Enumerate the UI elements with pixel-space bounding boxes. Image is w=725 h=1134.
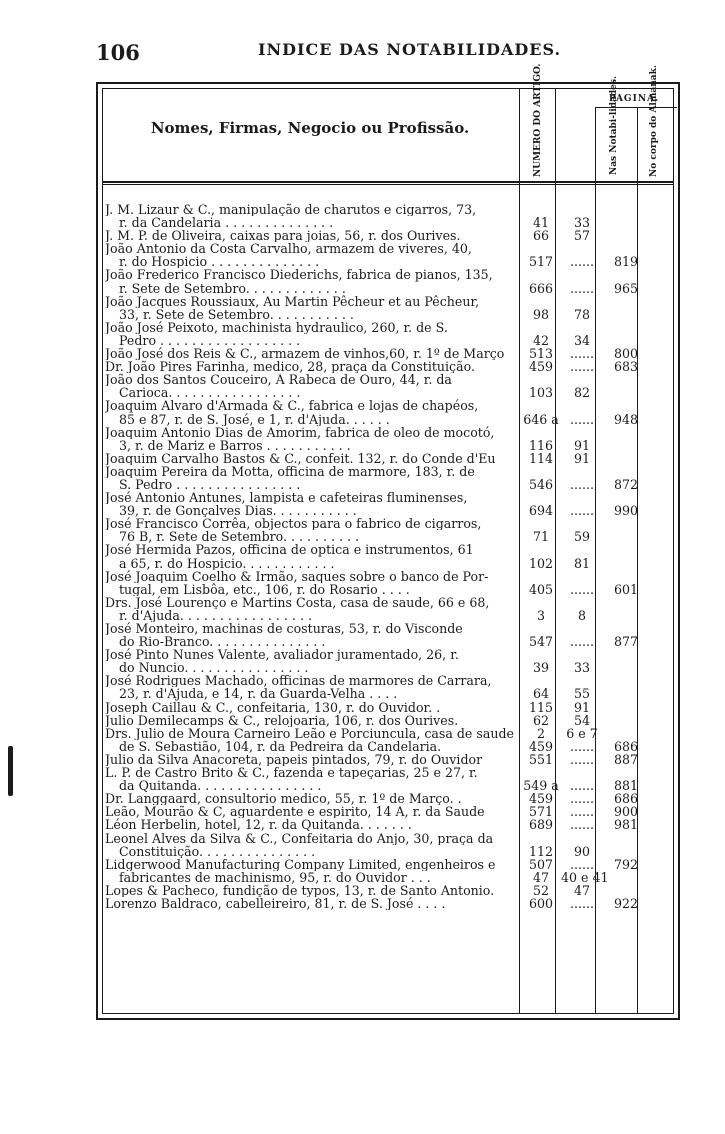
- table-row: [103, 426, 679, 452]
- entry-line: José Rodrigues Machado, officinas de marmores de Carrara,: [105, 674, 492, 688]
- article-number: 547: [528, 634, 554, 650]
- entry-line: 33, r. Sete de Setembro. . . . . . . . . . .: [119, 307, 354, 321]
- entry-line: tugal, em Lisbôa, etc., 106, r. do Rosario . . . .: [119, 582, 410, 596]
- page-notabilidades: 59: [573, 529, 591, 545]
- column-title-pagina: PAGINA.: [608, 94, 660, 104]
- page-corpo: 990: [613, 503, 639, 519]
- table-header: [103, 63, 673, 183]
- page-notabilidades: ......: [569, 503, 595, 519]
- pagina-rule: [595, 107, 677, 108]
- table-row: [103, 858, 679, 884]
- column-title-nas-notabilidades: Nas Notabi-lidades.: [609, 75, 619, 175]
- entry-line: 23, r. d'Ajuda, e 14, r. da Guarda-Velha . . . .: [119, 687, 398, 701]
- article-number: 546: [528, 476, 554, 492]
- entry-list: [103, 203, 673, 910]
- article-number: 102: [528, 555, 554, 571]
- table-row: [103, 360, 679, 373]
- entry-text: [103, 242, 515, 268]
- entry-text: [103, 727, 515, 753]
- entry-text: [103, 832, 515, 858]
- entry-line: r. d'Ajuda. . . . . . . . . . . . . . . . .: [119, 608, 312, 622]
- entry-line: Joaquim Carvalho Bastos & C., confeit. 132, r. do Conde d'Eu: [105, 451, 496, 465]
- entry-line: 76 B, r. Sete de Setembro. . . . . . . . . .: [119, 530, 360, 544]
- entry-text: [103, 347, 515, 360]
- entry-line: Léon Herbelin, hotel, 12, r. da Quitanda. . . . . . .: [105, 818, 412, 832]
- article-number: 62: [532, 712, 550, 728]
- table-row: [103, 229, 679, 242]
- entry-text: [103, 648, 515, 674]
- article-number: 103: [528, 385, 554, 401]
- entry-line: Lopes & Pacheco, fundição de typos, 13, r. de Santo Antonio.: [105, 883, 495, 897]
- page-notabilidades: 47: [573, 882, 591, 898]
- entry-text: [103, 701, 515, 714]
- page-corpo: 683: [613, 359, 639, 375]
- article-number: 551: [528, 751, 554, 767]
- table-row: [103, 674, 679, 700]
- entry-line: João dos Santos Couceiro, Á Rabeca de Ouro, 44, r. da: [105, 373, 452, 387]
- page-corpo: 686: [613, 791, 639, 807]
- page-corpo: [607, 295, 645, 321]
- entry-text: [103, 295, 515, 321]
- article-number: 2 459: [528, 725, 554, 754]
- page-corpo: [607, 203, 645, 229]
- entry-text: [103, 884, 515, 897]
- page-notabilidades: ......: [569, 895, 595, 911]
- article-number: 3: [536, 607, 545, 623]
- entry-text: [103, 792, 515, 805]
- page-corpo: 881: [613, 778, 639, 794]
- entry-text: [103, 491, 515, 517]
- entry-line: Joaquim Pereira da Motta, officina de marmore, 183, r. de: [105, 464, 475, 478]
- page-notabilidades: 91: [573, 450, 591, 466]
- entry-line: Joseph Caillau & C., confeitaria, 130, r. do Ouvidor. .: [105, 700, 441, 714]
- page-corpo: [607, 884, 645, 897]
- article-number: 52: [532, 882, 550, 898]
- entry-text: [103, 399, 515, 425]
- page-corpo: [607, 674, 645, 700]
- entry-text: [103, 897, 515, 910]
- entry-line: José Monteiro, machinas de costuras, 53, r. do Visconde: [105, 622, 463, 636]
- entry-text: [103, 543, 515, 569]
- entry-line: fabricantes de machinismo, 95, r. do Ouvidor . . .: [119, 870, 431, 884]
- page-corpo: 877: [613, 634, 639, 650]
- entry-line: Lorenzo Baldraco, cabelleireiro, 81, r. de S. José . . . .: [105, 896, 446, 911]
- page-notabilidades: 90: [573, 843, 591, 859]
- page-corpo: 601: [613, 581, 639, 597]
- page-notabilidades: 82: [573, 385, 591, 401]
- page-notabilidades: ......: [569, 817, 595, 833]
- page-notabilidades: 33: [573, 215, 591, 231]
- entry-text: [103, 465, 515, 491]
- article-number: 459: [528, 791, 554, 807]
- entry-line: a 65, r. do Hospicio. . . . . . . . . . . .: [119, 556, 335, 570]
- entry-line: Carioca. . . . . . . . . . . . . . . . .: [119, 386, 301, 400]
- entry-line: Joaquim Antonio Dias de Amorim, fabrica de oleo de mocotó,: [105, 425, 495, 439]
- page-corpo: [607, 426, 645, 452]
- column-title-numero-artigo: NUMERO DO ARTIGO.: [533, 63, 543, 177]
- page-corpo: 922: [613, 895, 639, 911]
- table-row: [103, 727, 679, 753]
- margin-ink-mark: [8, 746, 13, 796]
- article-number: 114: [528, 450, 554, 466]
- entry-line: da Quitanda. . . . . . . . . . . . . . . .: [119, 779, 322, 793]
- entry-text: [103, 268, 515, 294]
- entry-line: Leão, Mourão & C, aguardente e espirito, 14 A, r. da Saude: [105, 805, 485, 819]
- entry-line: Julio Demilecamps & C., relojoaria, 106, r. dos Ourives.: [105, 713, 459, 727]
- entry-line: José Antonio Antunes, lampista e cafeteiras fluminenses,: [105, 491, 468, 505]
- page-notabilidades: ......: [569, 751, 595, 767]
- entry-text: [103, 858, 515, 884]
- table-row: [103, 465, 679, 491]
- running-title: INDICE DAS NOTABILIDADES.: [258, 40, 562, 59]
- page-corpo: 981: [613, 817, 639, 833]
- page-corpo: [607, 321, 645, 347]
- article-number: 689: [528, 817, 554, 833]
- table-row: [103, 491, 679, 517]
- entry-text: [103, 426, 515, 452]
- entry-text: [103, 753, 515, 766]
- entry-line: Constituição. . . . . . . . . . . . . . .: [119, 844, 316, 858]
- entry-line: Leonel Alves da Silva & C., Confeitaria do Anjo, 30, praça da: [105, 831, 494, 845]
- entry-line: 85 e 87, r. de S. José, e 1, r. d'Ajuda. . . . . .: [119, 412, 390, 426]
- table-row: [103, 399, 679, 425]
- page-notabilidades: ......: [569, 791, 595, 807]
- table-row: [103, 622, 679, 648]
- table-row: [103, 373, 679, 399]
- entry-line: r. da Candelaria . . . . . . . . . . . . . .: [119, 216, 334, 230]
- table-row: [103, 203, 679, 229]
- page-notabilidades: ......: [569, 359, 595, 375]
- page-notabilidades: 91: [573, 437, 591, 453]
- header-double-rule: [103, 184, 673, 185]
- article-number: 694: [528, 503, 554, 519]
- page-notabilidades: ......: [569, 778, 595, 794]
- entry-line: L. P. de Castro Brito & C., fazenda e tapeçarias, 25 e 27, r.: [105, 766, 478, 780]
- page-number: 106: [96, 40, 140, 65]
- table-row: [103, 543, 679, 569]
- page-corpo: 872: [613, 476, 639, 492]
- article-number: 112: [528, 843, 554, 859]
- page-notabilidades: ......: [569, 280, 595, 296]
- entry-line: Drs. José Lourenço e Martins Costa, casa de saude, 66 e 68,: [105, 595, 490, 609]
- page-notabilidades: ......: [569, 411, 595, 427]
- entry-line: Julio da Silva Anacoreta, papeis pintados, 79, r. do Ouvidor: [105, 752, 483, 767]
- page-corpo: 800: [613, 346, 639, 362]
- article-number: 571: [528, 804, 554, 820]
- page-notabilidades: 81: [573, 555, 591, 571]
- page-corpo: [607, 648, 645, 674]
- article-number: 405: [528, 581, 554, 597]
- page-corpo: 948: [613, 411, 639, 427]
- table-row: [103, 648, 679, 674]
- entry-line: S. Pedro . . . . . . . . . . . . . . . .: [119, 477, 301, 492]
- entry-line: Dr. Langgaard, consultorio medico, 55, r. 1º de Março. .: [105, 792, 462, 806]
- article-number: 66: [532, 228, 550, 244]
- entry-line: João José Peixoto, machinista hydraulico, 260, r. de S.: [105, 320, 448, 334]
- entry-line: José Hermida Pazos, officina de optica e instrumentos, 61: [105, 543, 474, 557]
- table-row: [103, 596, 679, 622]
- page-notabilidades: ......: [569, 634, 595, 650]
- table-row: [103, 884, 679, 897]
- column-title-no-corpo: No corpo do Almanak.: [649, 65, 659, 177]
- article-number: 459: [528, 359, 554, 375]
- entry-text: [103, 714, 515, 727]
- table-row: [103, 753, 679, 766]
- entry-text: [103, 373, 515, 399]
- article-number: 646 a: [523, 411, 559, 427]
- page-corpo: [607, 714, 645, 727]
- entry-line: Dr. João Pires Farinha, medico, 28, praça da Constituição.: [105, 360, 475, 374]
- page-notabilidades: ......: [569, 476, 595, 492]
- entry-text: [103, 452, 515, 465]
- entry-text: [103, 203, 515, 229]
- entry-line: Pedro . . . . . . . . . . . . . . . . . .: [119, 333, 301, 348]
- page-corpo: 686: [613, 738, 639, 754]
- page-notabilidades: 34: [573, 332, 591, 348]
- entry-line: João Antonio da Costa Carvalho, armazem de viveres, 40,: [105, 242, 472, 256]
- index-table: [96, 63, 680, 1020]
- entry-line: José Pinto Nunes Valente, avaliador juramentado, 26, r.: [105, 648, 459, 662]
- entry-text: [103, 596, 515, 622]
- entry-text: [103, 674, 515, 700]
- entry-text: [103, 622, 515, 648]
- article-number: 115: [528, 699, 554, 715]
- table-row: [103, 766, 679, 792]
- entry-line: 39, r. de Gonçalves Dias. . . . . . . . . . .: [119, 504, 357, 518]
- article-number: 39: [532, 660, 550, 676]
- page-notabilidades: 54: [573, 712, 591, 728]
- page-corpo: [607, 229, 645, 242]
- entry-text: [103, 570, 515, 596]
- page-corpo: [607, 832, 645, 858]
- entry-line: do Rio-Branco. . . . . . . . . . . . . . .: [119, 635, 326, 649]
- article-number: 666: [528, 280, 554, 296]
- page-corpo: 900: [613, 804, 639, 820]
- article-number: 549 a: [523, 778, 559, 794]
- table-row: [103, 701, 679, 714]
- article-number: 64: [532, 686, 550, 702]
- entry-line: 3, r. de Mariz e Barros . . . . . . . . . . .: [119, 438, 351, 452]
- entry-line: José Francisco Corrêa, objectos para o fabrico de cigarros,: [105, 517, 482, 531]
- entry-line: João José dos Reis & C., armazem de vinhos,60, r. 1º de Março: [105, 347, 505, 361]
- page-corpo: 965: [613, 280, 639, 296]
- entry-line: João Frederico Francisco Diederichs, fabrica de pianos, 135,: [105, 268, 493, 282]
- entry-line: de S. Sebastião, 104, r. da Pedreira da Candelaria.: [119, 739, 442, 753]
- entry-text: [103, 805, 515, 818]
- page-corpo: 792: [613, 856, 639, 872]
- page-notabilidades: 55: [573, 686, 591, 702]
- page-corpo: [607, 452, 645, 465]
- entry-line: J. M. Lizaur & C., manipulação de charutos e cigarros, 73,: [105, 203, 477, 217]
- article-number: 507 47: [528, 856, 554, 885]
- entry-line: Drs. Julio de Moura Carneiro Leão e Porciuncula, casa de saude: [105, 726, 514, 740]
- table-row: [103, 570, 679, 596]
- page-corpo: [607, 596, 645, 622]
- table-row: [103, 818, 679, 831]
- page-notabilidades: 57: [573, 228, 591, 244]
- page-notabilidades: ......: [569, 581, 595, 597]
- page-corpo: [607, 373, 645, 399]
- table-row: [103, 714, 679, 727]
- article-number: 517: [528, 254, 554, 270]
- page-notabilidades: 33: [573, 660, 591, 676]
- entry-text: [103, 360, 515, 373]
- table-row: [103, 832, 679, 858]
- article-number: 600: [528, 895, 554, 911]
- page-notabilidades: ......: [569, 346, 595, 362]
- entry-text: [103, 321, 515, 347]
- article-number: 41: [532, 215, 550, 231]
- entry-line: r. do Hospicio . . . . . . . . . . . . . .: [119, 255, 320, 269]
- page-corpo: [607, 543, 645, 569]
- page-notabilidades: 8: [577, 607, 586, 623]
- entry-text: [103, 229, 515, 242]
- entry-line: José Joaquim Coelho & Irmão, saques sobre o banco de Por-: [105, 569, 489, 583]
- table-row: [103, 321, 679, 347]
- article-number: 116: [528, 437, 554, 453]
- entry-text: [103, 517, 515, 543]
- entry-text: [103, 818, 515, 831]
- article-number: 513: [528, 346, 554, 362]
- page-notabilidades: 6 e 7 ......: [566, 725, 598, 754]
- entry-line: do Nuncio. . . . . . . . . . . . . . . .: [119, 661, 309, 675]
- page-notabilidades: ...... 40 e 41: [561, 856, 609, 885]
- entry-line: r. Sete de Setembro. . . . . . . . . . . . .: [119, 281, 346, 295]
- page-notabilidades: 78: [573, 306, 591, 322]
- table-row: [103, 897, 679, 910]
- entry-line: João Jacques Roussiaux, Au Martin Pêcheur et au Pêcheur,: [105, 294, 480, 308]
- table-row: [103, 452, 679, 465]
- page-notabilidades: ......: [569, 254, 595, 270]
- entry-line: J. M. P. de Oliveira, caixas para joias, 56, r. dos Ourives.: [105, 229, 461, 243]
- table-row: [103, 295, 679, 321]
- index-table-inner-border: [102, 63, 674, 1014]
- page-corpo: [607, 701, 645, 714]
- table-row: [103, 268, 679, 294]
- article-number: 71: [532, 529, 550, 545]
- entry-line: Joaquim Alvaro d'Armada & C., fabrica e lojas de chapéos,: [105, 399, 479, 413]
- table-row: [103, 517, 679, 543]
- page-notabilidades: 91: [573, 699, 591, 715]
- table-row: [103, 242, 679, 268]
- entry-text: [103, 766, 515, 792]
- page-corpo: 887: [613, 751, 639, 767]
- article-number: 98: [532, 306, 550, 322]
- article-number: 42: [532, 332, 550, 348]
- entry-line: Lidgerwood Manufacturing Company Limited, engenheiros e: [105, 857, 496, 871]
- page-corpo: [607, 517, 645, 543]
- column-title-names: Nomes, Firmas, Negocio ou Profissão.: [150, 119, 470, 137]
- page-corpo: 819: [613, 254, 639, 270]
- page-notabilidades: ......: [569, 804, 595, 820]
